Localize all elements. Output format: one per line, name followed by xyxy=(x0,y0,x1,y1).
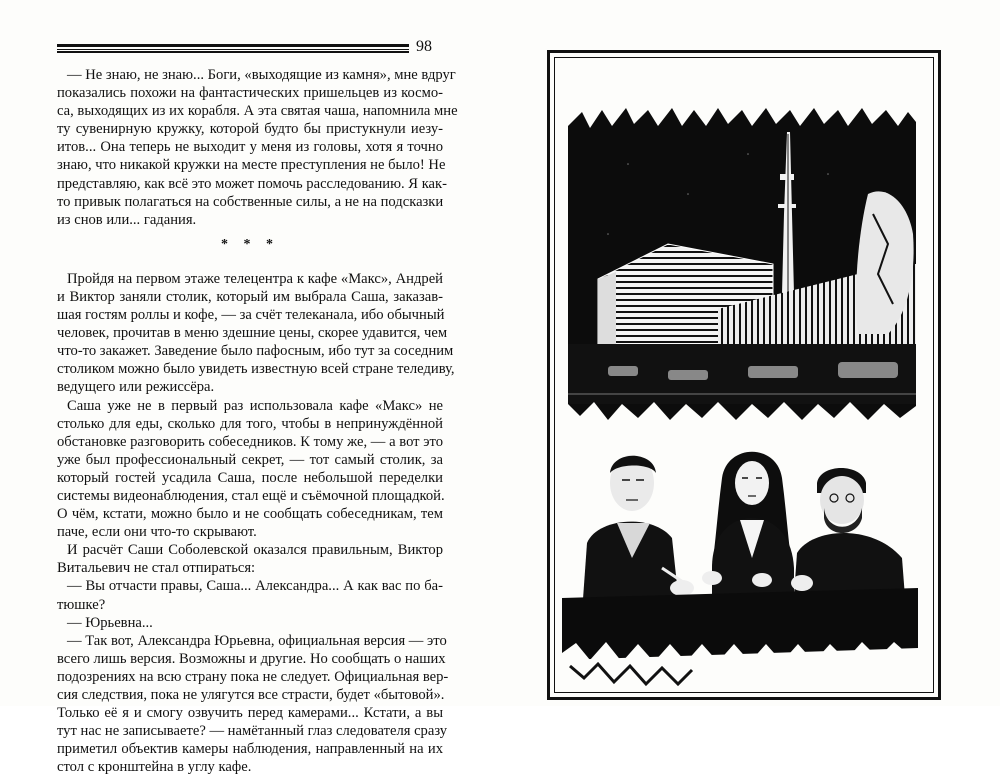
right-page xyxy=(500,0,1000,706)
text-line: тюшке? xyxy=(57,596,106,613)
text-line: — Не знаю, не знаю... Боги, «выходящие из камня», мне вдруг xyxy=(67,67,456,83)
text-line: то привык полагаться на собственные силы, а не на подсказки xyxy=(57,193,444,210)
text-line: Только её я и смогу озвучить перед камерами... Кстати, а вы xyxy=(57,705,443,722)
text-line: человек, прочитав в меню здешние цены, скорее удавится, чем xyxy=(57,325,448,342)
body-text xyxy=(57,66,458,776)
text-line: итов... Она теперь не выходит у меня из головы, хотя я точно xyxy=(57,139,443,156)
text-line: знаю, что никакой кружки на месте преступления не было! Не xyxy=(57,157,446,174)
text-line: ведущего или режиссёра. xyxy=(57,379,215,396)
text-line: — Вы отчасти правы, Саша... Александра... А как вас по ба- xyxy=(67,578,443,595)
text-line: столиком можно было увидеть известную всей стране теледиву, xyxy=(57,361,455,378)
header-rule xyxy=(57,44,409,53)
text-line: Пройдя на первом этаже телецентра к кафе «Макс», Андрей xyxy=(67,270,443,287)
text-line: обстановке разговорить собеседников. К тому же, — а вот это xyxy=(57,433,443,450)
page-number: 98 xyxy=(416,38,432,55)
text-line: Витальевич не стал отпираться: xyxy=(57,560,256,577)
text-line: шая гостям роллы и кофе, — за счёт телеканала, ибо обычный xyxy=(57,307,445,324)
text-line: и Виктор заняли столик, который им выбрала Саша, заказав- xyxy=(57,288,443,305)
tv-center-illustration xyxy=(568,104,916,424)
text-line: стол с кронштейна в углу кафе. xyxy=(57,759,252,776)
text-line: показались похожи на фантастических пришельцев из космо- xyxy=(57,85,443,102)
text-line: уже был профессиональный секрет, — тот самый столик, за xyxy=(57,451,443,468)
text-line: столько для еды, сколько для того, чтобы в непринуждённой xyxy=(57,415,443,432)
text-line: подозрениях на всю страну пока не следует. Официальная вер- xyxy=(57,668,449,685)
text-line: — Юрьевна... xyxy=(67,614,153,631)
text-line: ту сувенирную кружку, которой будто бы пристукнули иезу- xyxy=(57,121,443,138)
text-line: паче, если они что-то скрывают. xyxy=(57,524,257,541)
text-line: сия следствия, пока не улягутся все страсти, будет «бытовой». xyxy=(57,687,445,703)
text-line: — Так вот, Александра Юрьевна, официальная версия — это xyxy=(67,632,447,649)
text-line: что-то закажет. Заведение было пафосным, ибо тут за соседним xyxy=(57,343,454,360)
text-line: И расчёт Саши Соболевской оказался правильным, Виктор xyxy=(67,542,443,559)
cafe-meeting-illustration xyxy=(562,438,918,690)
text-line: тут нас не записываете? — намётанный глаз следователя сразу xyxy=(57,723,448,740)
text-line: О чём, кстати, можно было и не сообщать собеседникам, тем xyxy=(57,506,443,523)
text-line: са, выходящих из их корабля. А эта святая чаша, напомнила мне xyxy=(57,103,458,120)
text-line: из снов или... гадания. xyxy=(57,211,197,228)
text-line: приметил объектив камеры наблюдения, направленный на их xyxy=(57,741,443,758)
text-line: Саша уже не в первый раз использовала кафе «Макс» не xyxy=(67,397,443,414)
text-line: который гостей усадила Саша, после небольшой переделки xyxy=(57,469,443,486)
text-line: представляю, как всё это может помочь расследованию. Я как- xyxy=(57,175,447,192)
text-line: системы видеонаблюдения, стал ещё и съёмочной площадкой. xyxy=(57,487,445,504)
text-line: всего лишь версия. Возможны и другие. Но сообщать о наших xyxy=(57,650,446,667)
section-separator: * * * xyxy=(221,236,279,252)
